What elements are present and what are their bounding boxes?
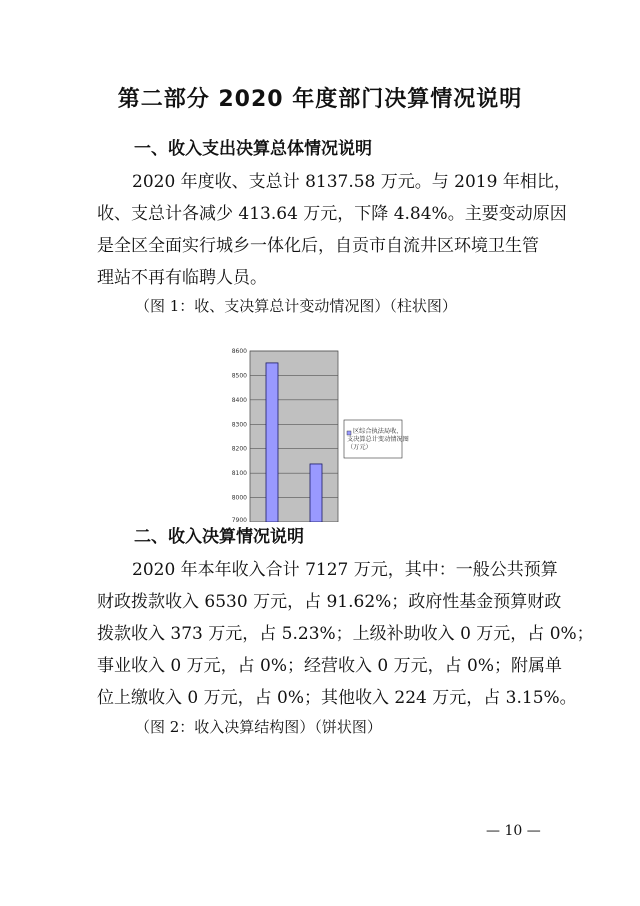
section2-line: 事业收入 0 万元，占 0%；经营收入 0 万元，占 0%；附属单 [97, 656, 562, 676]
y-tick-label: 8200 [231, 445, 247, 453]
plot-background [250, 351, 338, 522]
page-number: — 10 — [486, 823, 541, 839]
section2-line: 拨款收入 373 万元，占 5.23%；上级补助收入 0 万元，占 0%； [97, 624, 594, 644]
bar [310, 464, 322, 522]
y-axis-ticks [232, 348, 247, 522]
section1-line: 2020 年度收、支总计 8137.58 万元。与 2019 年相比， [132, 172, 571, 192]
legend-text-line: （万元） [347, 444, 372, 451]
page-title: 第二部分 2020 年度部门决算情况说明 [117, 87, 523, 112]
y-tick-label: 8400 [231, 396, 247, 404]
section1-line: 理站不再有临聘人员。 [97, 268, 267, 288]
legend-text-line: 支决算总计变动情况图 [347, 436, 409, 443]
section1-line: 是全区全面实行城乡一体化后，自贡市自流井区环境卫生管 [97, 236, 539, 256]
y-tick-label: 8300 [231, 421, 247, 429]
y-tick-label: 8100 [231, 470, 247, 478]
bar-chart [226, 342, 416, 522]
section2-line: 2020 年本年收入合计 7127 万元，其中：一般公共预算 [132, 560, 558, 580]
section2-line: 位上缴收入 0 万元，占 0%；其他收入 224 万元，占 3.15%。 [97, 688, 577, 708]
y-tick-label: 8500 [231, 372, 247, 380]
y-tick-label: 7900 [231, 517, 247, 522]
section2-heading: 二、收入决算情况说明 [134, 527, 304, 547]
section2-line: 财政拨款收入 6530 万元，占 91.62%；政府性基金预算财政 [97, 592, 562, 612]
figure1-caption: （图 1：收、支决算总计变动情况图）（柱状图） [135, 297, 457, 315]
section1-line: 收、支总计各减少 413.64 万元，下降 4.84%。主要变动原因 [97, 204, 567, 224]
legend-text-line: 区综合执法局收、 [353, 428, 403, 435]
legend-swatch [347, 431, 351, 435]
y-tick-label: 8600 [231, 348, 247, 355]
section1-heading: 一、收入支出决算总体情况说明 [134, 139, 372, 159]
figure2-caption: （图 2：收入决算结构图）（饼状图） [135, 718, 382, 736]
bar [266, 363, 278, 522]
legend [344, 420, 409, 458]
y-tick-label: 8000 [231, 494, 247, 502]
